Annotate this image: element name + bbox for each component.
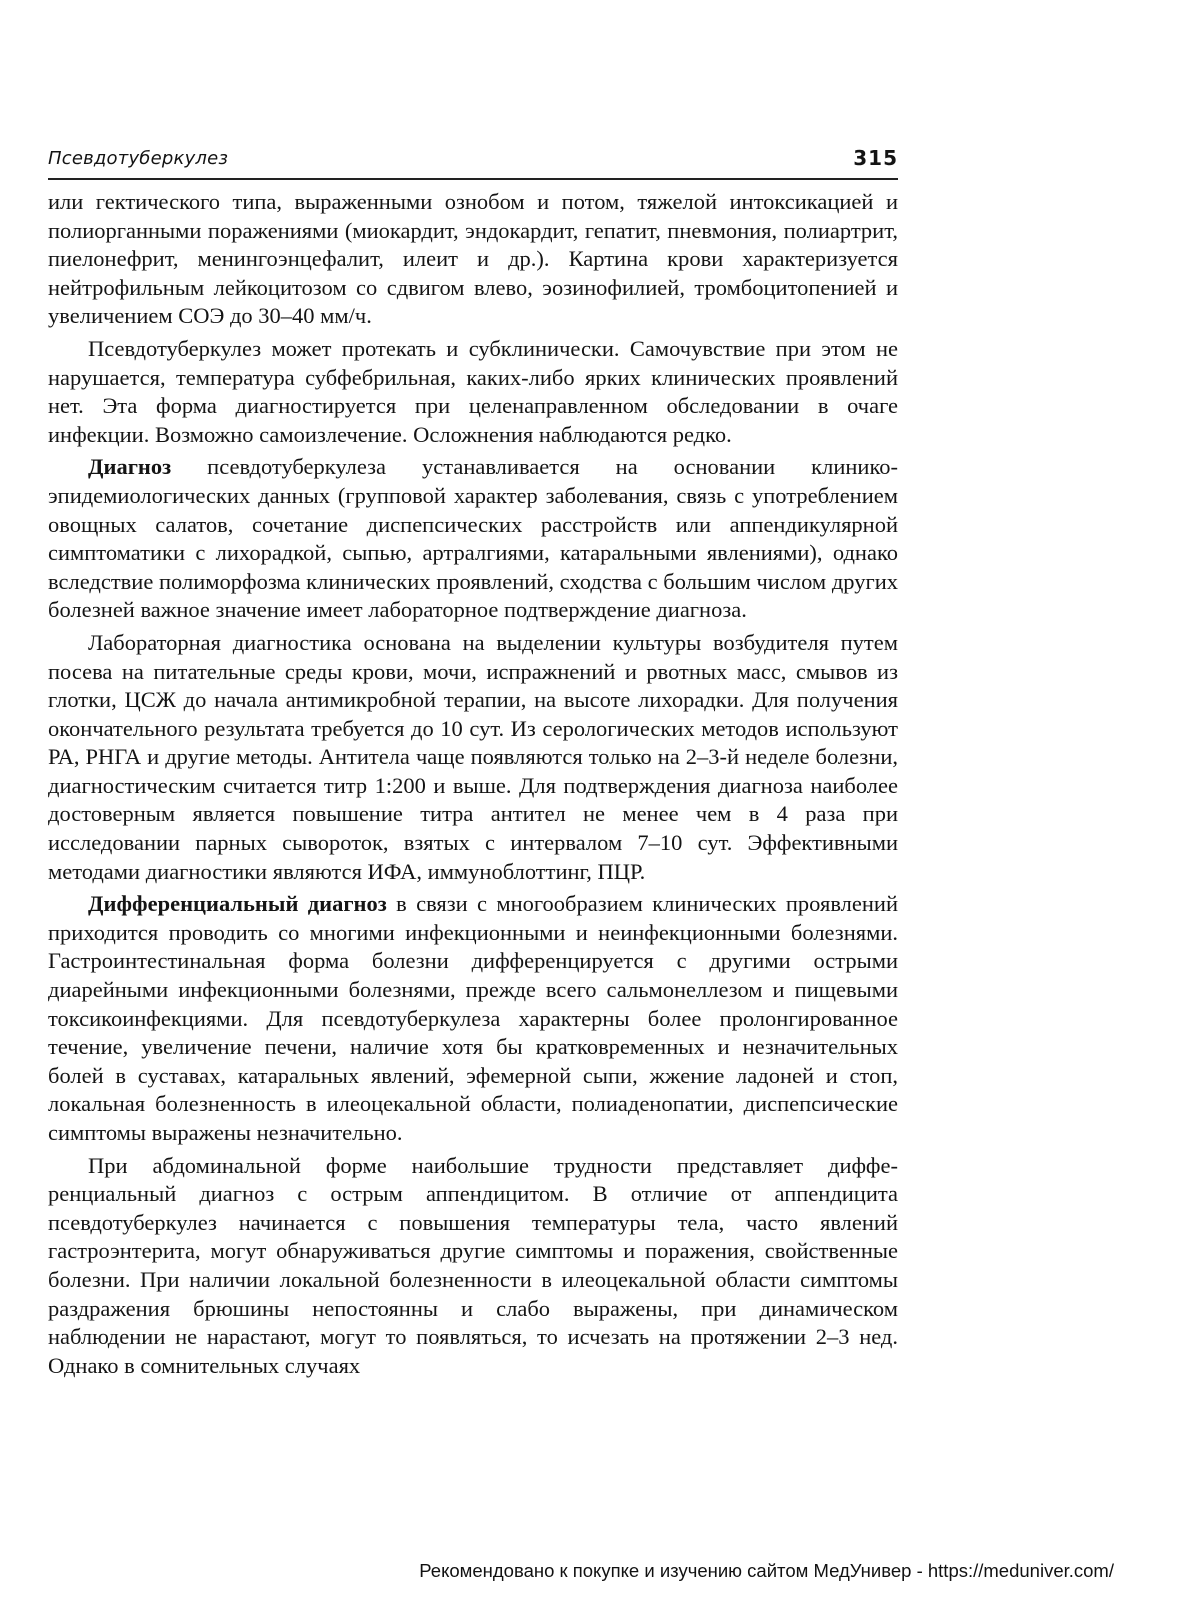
running-title: Псевдотуберкулез	[48, 148, 229, 169]
paragraph-6-text: При абдоминальной форме наибольшие трудности представляет дифференциальный диагноз с острым аппендицитом. В отличие от аппендицита псевдотуберкулез начинается с повышения температуры тела, часто явлений гастроэнтерита, могут обнаруживаться другие симптомы и поражения, свойственные болезни. При наличии локальной болезненности в илеоцекальной области симптомы раздражения брюшины непостоянны и слабо выражены, при динамическом наблюдении не нарастают, могут то появляться, то исчезать на протяжении 2–3 нед. Однако в сомнительных случаях	[48, 1152, 898, 1378]
paragraph-3	[48, 453, 898, 625]
paragraph-1-text: или гектического типа, выраженными ознобом и потом, тяжелой интоксикацией и полиорганными поражениями (миокардит, эндокардит, гепатит, пневмония, полиартрит, пиелонефрит, менингоэнцефалит, илеит и др.). Картина крови характеризуется нейтрофильным лейкоцитозом со сдвигом влево, эозинофилией, тромбоцитопенией и увеличением СОЭ до 30–40 мм/ч.	[48, 189, 898, 329]
footer-recommendation: Рекомендовано к покупке и изучению сайтом МедУнивер - https://meduniver.com/	[419, 1560, 1114, 1581]
paragraph-4-text: Лабораторная диагностика основана на выделении культуры возбудителя путем посева на питательные среды крови, мочи, испражнений и рвотных масс, смывов из глотки, ЦСЖ до начала антимикробной терапии, на высоте лихорадки. Для получения окончательного результата требуется до 10 сут. Из серологических методов используют РА, РНГА и другие методы. Антитела чаще появляются только на 2–3-й неделе болезни, диагностическим считается титр 1:200 и выше. Для подтверждения диагноза наиболее достоверным является повышение титра антител не менее чем в 4 раза при исследовании парных сывороток, взятых с интервалом 7–10 сут. Эффективными методами диагностики являются ИФА, иммуноблоттинг, ПЦР.	[48, 629, 898, 884]
paragraph-2-text: Псевдотуберкулез может протекать и субклинически. Самочувствие при этом не нарушается, температура субфебрильная, каких-либо ярких клинических проявлений нет. Эта форма диагностируется при целенаправленном обследовании в очаге инфекции. Возможно самоизлечение. Осложнения наблюдаются редко.	[48, 335, 898, 447]
paragraph-3-lead: Диагноз	[88, 454, 172, 480]
paragraph-4	[48, 629, 898, 886]
paragraph-5	[48, 890, 898, 1147]
paragraph-3-text: псевдотуберкулеза устанавливается на основании клинико-эпидемиологических данных (групповой характер заболевания, связь с употреблением овощных салатов, сочетание диспепсических расстройств или аппендикулярной симптоматики с лихорадкой, сыпью, артралгиями, катаральными явлениями), однако вследствие полиморфозма клинических проявлений, сходства с большим числом других болезней важное значение имеет лабораторное подтверждение диагноза.	[48, 454, 898, 623]
running-head	[48, 148, 898, 180]
body-text	[48, 188, 898, 1380]
paragraph-1	[48, 188, 898, 331]
book-page	[48, 148, 898, 1384]
paragraph-2	[48, 335, 898, 449]
paragraph-5-text: в связи с многообразием клинических проявлений приходится проводить со многими инфекционными и неинфекционными болезнями. Гастроинтестинальная форма болезни дифференцируется с другими острыми диарейными инфекционными болезнями, прежде всего сальмонеллезом и пищевыми токсикоинфекциями. Для псевдотуберкулеза характерны более пролонгированное течение, увеличение печени, наличие хотя бы кратковременных и незначительных болей в суставах, катаральных явлений, эфемерной сыпи, жжение ладоней и стоп, локальная болезненность в илеоцекальной области, полиаденопатии, диспепсические симптомы выражены незначительно.	[48, 891, 899, 1145]
page-number: 315	[853, 146, 898, 170]
paragraph-6	[48, 1152, 898, 1381]
paragraph-5-lead: Дифференциальный диагноз	[88, 891, 387, 917]
